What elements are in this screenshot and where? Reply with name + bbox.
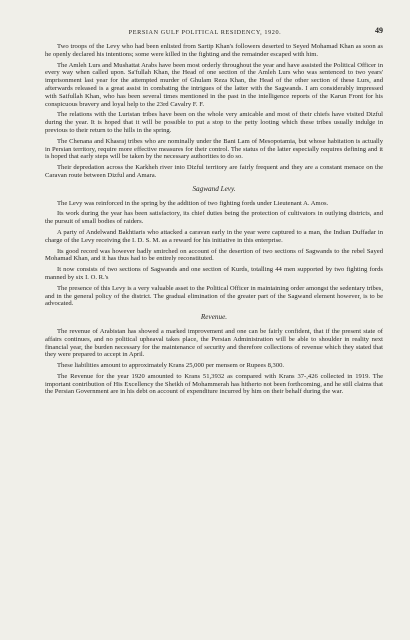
- paragraph: The Levy was reinforced in the spring by the addition of two fighting fords under Lieutenant A. Amos.: [57, 199, 329, 207]
- section-sagwand-levy: [45, 186, 383, 308]
- paragraph: A party of Andelwand Bakhtiaris who attacked a caravan early in the year were captured to a man, the Indian Duffadar in charge of the Levy receiving the I. D. S. M. as a reward for his initiative in this enterprise.: [45, 228, 383, 244]
- section-revenue: [45, 314, 383, 396]
- paragraph: Its good record was however badly smirched on account of the desertion of two sections of Sagwands to the rebel Sayed Mohamad Khan, and it has thus had to be entirely reconstituted.: [45, 247, 383, 263]
- page-number: 49: [375, 26, 383, 35]
- paragraph: The relations with the Luristan tribes have been on the whole very amicable and most of their chiefs have visited Dizful during the year. It is hoped that it will be possible to put a stop to the petty looting which these tribes usually indulge in previous to their return to the hills in the spring.: [45, 111, 383, 134]
- page-header: [45, 26, 383, 43]
- paragraph: The Chenana and Khasraj tribes who are nominally under the Bani Lam of Mesopotamia, but whose habitation is actually in Persian territory, require more effective measures for their control. The status of the latter especially requires defining and it is hoped that early steps will be taken by the necessary authorities to do so.: [45, 137, 383, 161]
- paragraph: It now consists of two sections of Sagwands and one section of Kurds, totalling 44 men supported by two fighting fords manned by six I. O. R.'s: [45, 266, 383, 281]
- section-heading: Sagwand Levy.: [192, 184, 236, 193]
- paragraph: Their depredation across the Karkheh river into Dizful territory are fairly frequent and they are a constant menace on the Caravan route between Dizful and Amara.: [45, 164, 383, 179]
- running-head: PERSIAN GULF POLITICAL RESIDENCY, 1920.: [128, 29, 282, 36]
- paragraph: The revenue of Arabistan has showed a marked improvement and one can be fairly confident, that if the present state of affairs continues, and no political upheaval takes place, the Persian Administration will be able to shoulder in reality next financial year, the burden necessary for the maintenance of security and therefore collections of revenue which they stated that they were prepared to accept in April.: [45, 327, 383, 359]
- paragraph: The Amleh Lurs and Mushattat Arabs have been most orderly throughout the year and have assisted the Political Officer in every way when called upon. Sa'fullah Khan, the Head of one section of the Amleh Lurs who was sentenced to two years' imprisonment last year for the attempted murder of Ghulam Reza Khan, the Head of the other section of these Lurs, and afterwards released is a great assist in combating the intrigues of the latter with the Sagwands. I am considerably impressed with Saifullah Khan, who has been several times mentioned in the past in the intelligence reports of the Karun Front for his conspicuous bravery and loyal help to the 23rd Cavalry F. F.: [45, 61, 383, 108]
- section-continued: [45, 43, 383, 180]
- paragraph: The presence of this Levy is a very valuable asset to the Political Officer in maintaining order amongst the sedentary tribes, and in the general policy of the district. The gradual elimination of the greater part of the Sagwand element however, is to be advocated.: [45, 284, 383, 308]
- section-heading: Revenue.: [200, 313, 228, 322]
- paragraph: Two troops of the Levy who had been enlisted from Sartip Khan's followers deserted to Seyed Mohamad Khan as soon as he openly declared his intentions; some were killed in the fighting and the remainder escaped with him.: [45, 43, 383, 58]
- paragraph: Its work during the year has been satisfactory, its chief duties being the protection of cultivators in outlying districts, and the pursuit of small bodies of raiders.: [45, 210, 383, 226]
- paragraph: These liabilities amount to approximately Krans 25,000 per mensem or Rupees 8,300.: [57, 362, 285, 370]
- paragraph: The Revenue for the year 1920 amounted to Krans 51,3932 as compared with Krans 37-,426 collected in 1919. The important contribution of His Excellency the Sheikh of Mohammerah has hitherto not been forthcoming, and he still claims that the Persian Government are in his debt on account of expenditure incurred by him on their behalf during the war.: [45, 372, 383, 396]
